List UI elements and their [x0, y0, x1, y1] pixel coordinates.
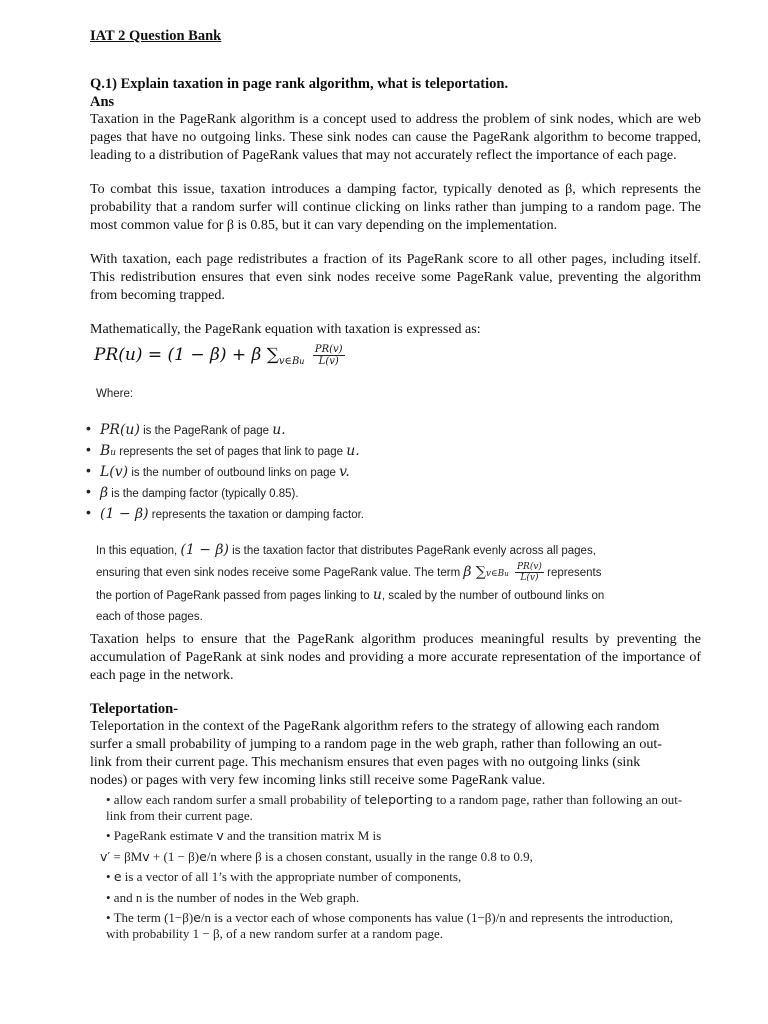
equation-explanation: In this equation, (1 − β) is the taxation factor that distributes PageRank evenly across all pages, ensuring that even sink nodes receive some PageRank value. The term β ∑v∈Bu $\frac{PR(v)}{L(v)}$ represents the portion of PageRank passed from pages linking to u, scaled by the number of outbound links on each of those pages. [96, 542, 605, 623]
equation-fraction: $\frac{PR(v)}{L(v)}$ [314, 344, 343, 367]
paragraph-redistribution: With taxation, each page redistributes a fraction of its PageRank score to all other pages, including itself. This redistribution ensures that even sink nodes receive some PageRank value, preventing the algorithm from becoming trapped. [90, 252, 701, 303]
question-heading: Q.1) Explain taxation in page rank algorithm, what is teleportation. [90, 76, 509, 92]
paragraph-teleportation: Teleportation in the context of the PageRank algorithm refers to the strategy of allowing each random surfer a small probability of jumping to a random page in the web graph, rather than following an out-link from their current page. This mechanism ensures that even pages with no outgoing links (sink nodes) or pages with very few incoming links still receive some PageRank value. [90, 719, 662, 788]
textbook-formula: v′ = βMv + (1 − β)e/n where β is a chosen constant, usually in the range 0.8 to 0.9, [100, 848, 533, 864]
textbook-bullet: • The term (1−β)e/n is a vector each of whose components has value (1−β)/n and represents the introduction, with probability 1 − β, of a new random surfer at a random page. [106, 910, 673, 941]
where-label: Where: [96, 388, 134, 400]
equation-lhs: PR(u) = (1 − β) + β ∑ [94, 345, 279, 365]
textbook-bullet: • PageRank estimate v and the transition matrix M is [106, 828, 382, 843]
definition-item: • Bu represents the set of pages that link to page u. [86, 441, 360, 459]
definition-item: • L(v) is the number of outbound links on page v. [86, 462, 350, 480]
textbook-bullet: • allow each random surfer a small probability of teleporting to a random page, rather than following an out-link from their current page. [106, 792, 683, 823]
textbook-bullet: • e is a vector of all 1’s with the appropriate number of components, [106, 869, 462, 884]
definition-list [86, 422, 364, 527]
paragraph-taxation-intro: Taxation in the PageRank algorithm is a concept used to address the problem of sink nodes, which are web pages that have no outgoing links. These sink nodes can cause the PageRank algorithm to become trapped, leading to a distribution of PageRank values that may not accurately reflect the importance of each page. [90, 112, 701, 163]
paragraph-equation-intro: Mathematically, the PageRank equation with taxation is expressed as: [90, 322, 481, 337]
equation-sum-subscript: v∈Bu [278, 356, 305, 367]
page-title: IAT 2 Question Bank [90, 28, 222, 44]
pagerank-equation [94, 344, 345, 367]
explanation-fraction: $\frac{PR(v)}{L(v)}$ [517, 562, 542, 584]
textbook-excerpt [100, 792, 686, 946]
answer-label: Ans [90, 94, 115, 110]
definition-item: • PR(u) is the PageRank of page u. [86, 420, 286, 438]
textbook-bullet: • and n is the number of nodes in the Web graph. [106, 889, 360, 905]
definition-item: • β is the damping factor (typically 0.85). [86, 483, 299, 501]
paragraph-damping-factor: To combat this issue, taxation introduces a damping factor, typically denoted as β, which represents the probability that a random surfer will continue clicking on links rather than jumping to a random page. The most common value for β is 0.85, but it can vary depending on the implementation. [90, 182, 701, 233]
teleportation-heading: Teleportation- [90, 701, 179, 717]
definition-item: • (1 − β) represents the taxation or damping factor. [86, 504, 364, 522]
paragraph-taxation-summary: Taxation helps to ensure that the PageRank algorithm produces meaningful results by preventing the accumulation of PageRank at sink nodes and providing a more accurate representation of the importance of each page in the network. [90, 632, 701, 683]
